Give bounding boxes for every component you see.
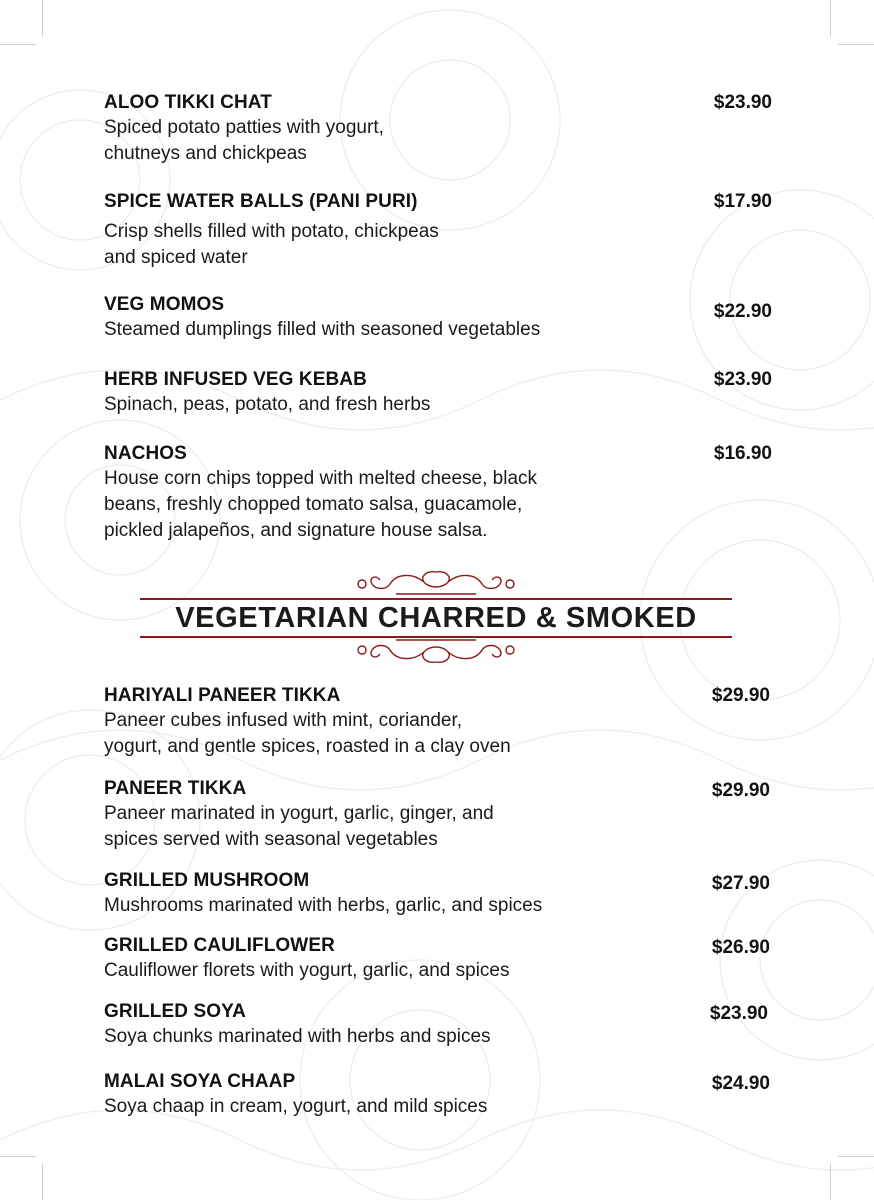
item-name: ALOO TIKKI CHAT	[104, 92, 272, 113]
item-price: $23.90	[709, 1003, 768, 1024]
item-price: $22.90	[713, 301, 772, 322]
item-price: $17.90	[713, 191, 772, 212]
item-name: GRILLED CAULIFLOWER	[104, 935, 335, 956]
item-price: $16.90	[713, 443, 772, 464]
crop-mark	[838, 44, 874, 45]
crop-mark	[42, 1164, 43, 1200]
item-price: $23.90	[713, 92, 772, 113]
item-description: Crisp shells filled with potato, chickpeas and spiced water	[104, 221, 439, 268]
item-description: House corn chips topped with melted cheese, black beans, freshly chopped tomato salsa, guacamole, pickled jalapeños, and signature house salsa.	[104, 468, 538, 541]
item-price: $24.90	[711, 1073, 770, 1094]
crop-mark	[838, 1156, 874, 1157]
item-name: VEG MOMOS	[104, 294, 225, 315]
ornament-top-icon	[356, 568, 516, 596]
item-name: MALAI SOYA CHAAP	[104, 1071, 296, 1092]
item-name: NACHOS	[104, 443, 187, 464]
item-price: $26.90	[711, 937, 770, 958]
item-description: Paneer marinated in yogurt, garlic, ginger, and spices served with seasonal vegetables	[104, 803, 494, 850]
item-description: Paneer cubes infused with mint, coriander, yogurt, and gentle spices, roasted in a clay oven	[104, 710, 511, 757]
item-description: Spiced potato patties with yogurt, chutneys and chickpeas	[104, 117, 384, 164]
item-price: $29.90	[711, 685, 770, 706]
item-name: HARIYALI PANEER TIKKA	[104, 685, 341, 706]
section-title: VEGETARIAN CHARRED & SMOKED	[175, 602, 697, 634]
item-name: GRILLED MUSHROOM	[104, 870, 310, 891]
item-description: Cauliflower florets with yogurt, garlic, and spices	[104, 960, 510, 981]
crop-mark	[0, 44, 36, 45]
ornament-bottom-icon	[356, 638, 516, 666]
crop-mark	[830, 1164, 831, 1200]
crop-mark	[830, 0, 831, 36]
item-price: $27.90	[711, 873, 770, 894]
item-description: Mushrooms marinated with herbs, garlic, and spices	[104, 895, 543, 916]
item-price: $29.90	[711, 780, 770, 801]
item-name: HERB INFUSED VEG KEBAB	[104, 369, 367, 390]
crop-mark	[0, 1156, 36, 1157]
crop-mark	[42, 0, 43, 36]
item-name: SPICE WATER BALLS (PANI PURI)	[104, 191, 418, 212]
item-description: Soya chaap in cream, yogurt, and mild spices	[104, 1096, 488, 1117]
item-name: GRILLED SOYA	[104, 1001, 246, 1022]
section-rule-top	[140, 598, 732, 600]
item-description: Soya chunks marinated with herbs and spices	[104, 1026, 491, 1047]
item-description: Spinach, peas, potato, and fresh herbs	[104, 394, 431, 415]
item-description: Steamed dumplings filled with seasoned vegetables	[104, 319, 541, 340]
item-name: PANEER TIKKA	[104, 778, 247, 799]
item-price: $23.90	[713, 369, 772, 390]
section-header	[140, 568, 740, 668]
